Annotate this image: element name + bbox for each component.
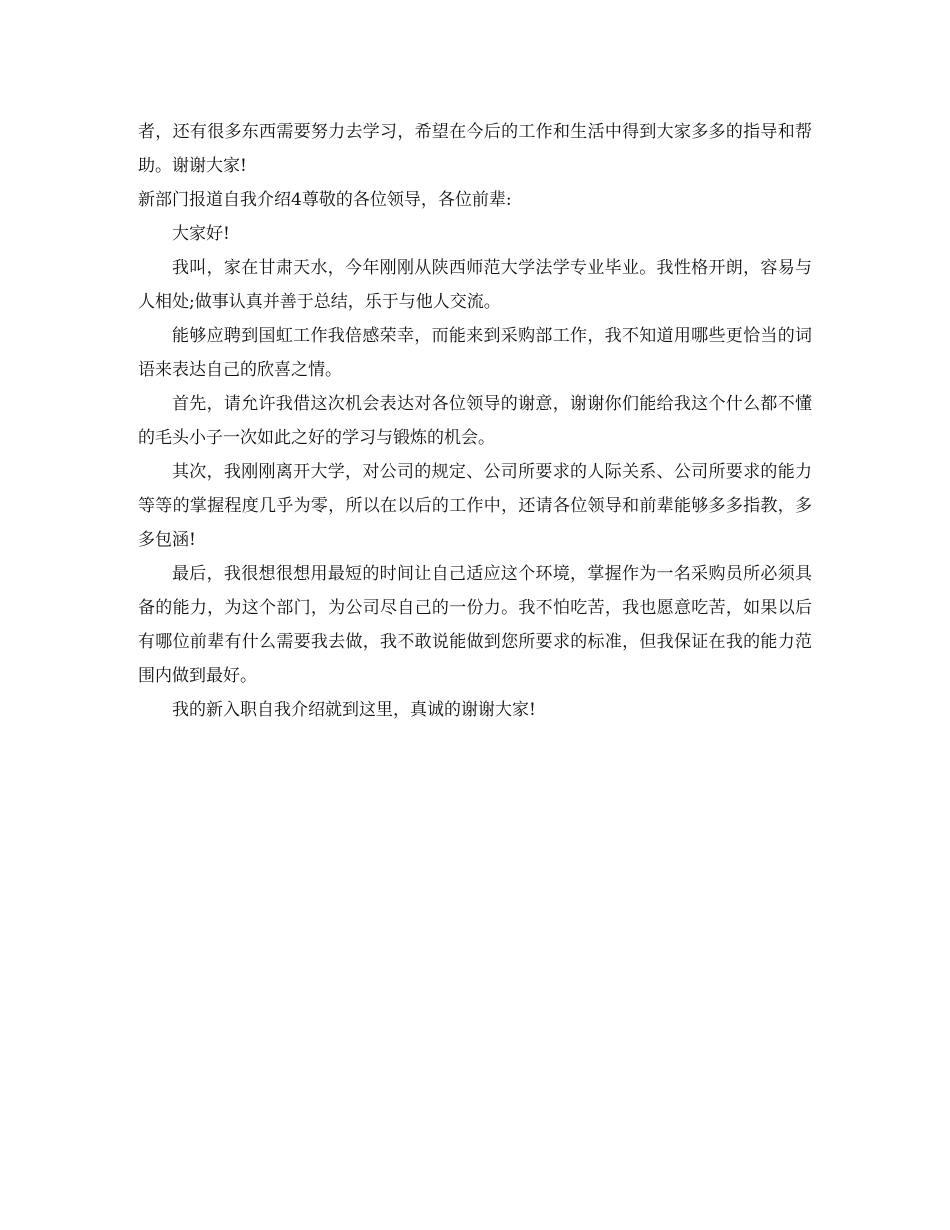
section-heading-line: 新部门报道自我介绍4尊敬的各位领导，各位前辈:: [138, 190, 512, 210]
gratitude-paragraph: 能够应聘到国虹工作我倍感荣幸，而能来到采购部工作，我不知道用哪些更恰当的词语来表达自己的欣喜之情。: [138, 326, 812, 380]
greeting-paragraph: 大家好!: [172, 224, 230, 244]
final-point-paragraph: 最后，我很想很想用最短的时间让自己适应这个环境，掌握作为一名采购员所必须具备的能力，为这个部门，为公司尽自己的一份力。我不怕吃苦，我也愿意吃苦，如果以后有哪位前辈有什么需要我去做，我不敢说能做到您所要求的标准，但我保证在我的能力范围内做到最好。: [138, 564, 812, 686]
intro-paragraph: 我叫，家在甘肃天水，今年刚刚从陕西师范大学法学专业毕业。我性格开朗，容易与人相处;做事认真并善于总结，乐于与他人交流。: [138, 258, 812, 312]
closing-paragraph: 我的新入职自我介绍就到这里，真诚的谢谢大家!: [172, 700, 536, 720]
first-point-paragraph: 首先，请允许我借这次机会表达对各位领导的谢意，谢谢你们能给我这个什么都不懂的毛头小子一次如此之好的学习与锻炼的机会。: [138, 394, 812, 448]
paragraph-continuation: 者，还有很多东西需要努力去学习，希望在今后的工作和生活中得到大家多多的指导和帮助。谢谢大家!: [138, 122, 812, 176]
second-point-paragraph: 其次，我刚刚离开大学，对公司的规定、公司所要求的人际关系、公司所要求的能力等等的掌握程度几乎为零，所以在以后的工作中，还请各位领导和前辈能够多多指教，多多包涵!: [138, 462, 812, 550]
document-body: [138, 115, 812, 727]
